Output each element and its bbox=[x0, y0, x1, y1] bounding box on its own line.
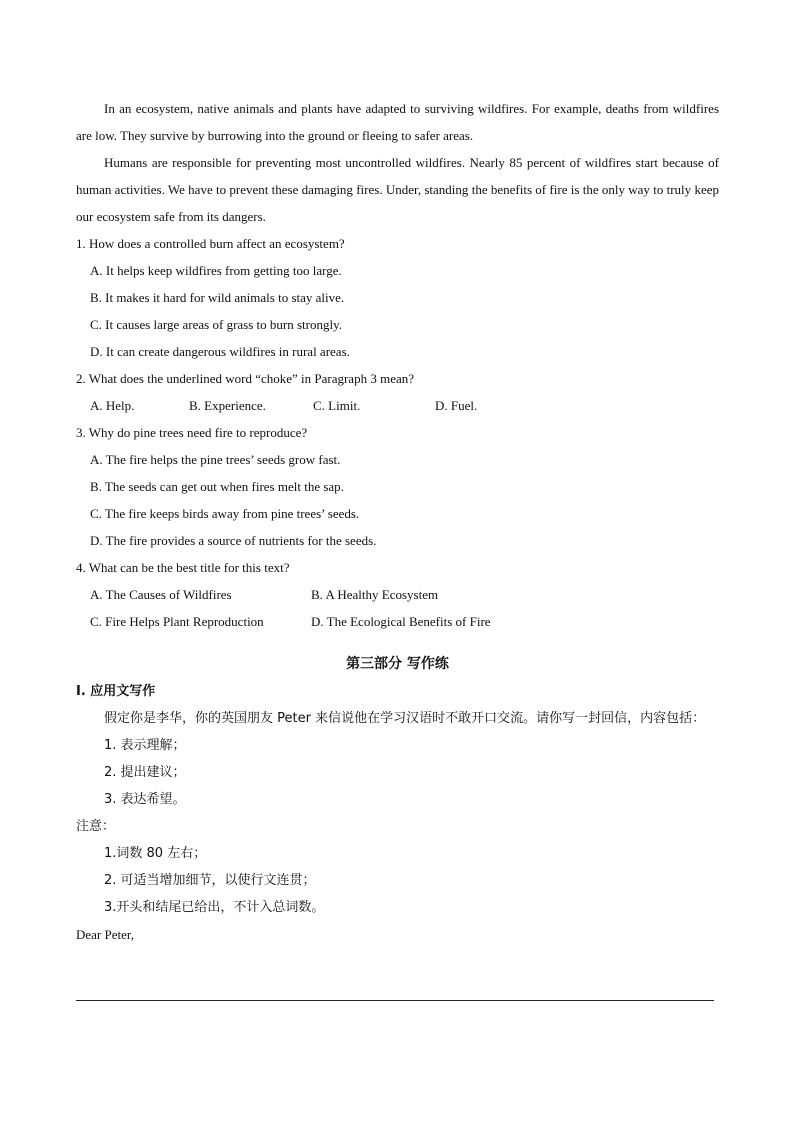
option-c: C. It causes large areas of grass to burn strongly. bbox=[90, 317, 342, 332]
option-a: A. The fire helps the pine trees’ seeds grow fast. bbox=[90, 452, 341, 467]
option-c: C. Limit. bbox=[313, 398, 361, 413]
content-item-1: 1. 表示理解； bbox=[104, 738, 186, 753]
question-stem: 3. Why do pine trees need fire to reproduce? bbox=[76, 425, 308, 440]
options-row bbox=[76, 392, 719, 419]
content-item-3: 3. 表达希望。 bbox=[104, 792, 186, 807]
option-d: D. The fire provides a source of nutrients for the seeds. bbox=[90, 533, 377, 548]
question-3 bbox=[76, 419, 719, 554]
options-row bbox=[76, 608, 719, 635]
option-a: A. It helps keep wildfires from getting too large. bbox=[90, 263, 342, 278]
option-d: D. The Ecological Benefits of Fire bbox=[311, 614, 491, 629]
option-b: B. The seeds can get out when fires melt the sap. bbox=[90, 479, 344, 494]
question-4 bbox=[76, 554, 719, 635]
question-stem: 4. What can be the best title for this text? bbox=[76, 560, 290, 575]
passage-paragraph-1: In an ecosystem, native animals and plants have adapted to surviving wildfires. For example, deaths from wildfires are low. They survive by burrowing into the ground or fleeing to safer areas. bbox=[76, 101, 719, 143]
option-a: A. The Causes of Wildfires bbox=[90, 587, 232, 602]
content-item-2: 2. 提出建议； bbox=[104, 765, 186, 780]
question-stem: 1. How does a controlled burn affect an ecosystem? bbox=[76, 236, 345, 251]
option-d: D. It can create dangerous wildfires in rural areas. bbox=[90, 344, 350, 359]
writing-prompt: 假定你是李华，你的英国朋友 Peter 来信说他在学习汉语时不敢开口交流。请你写一封回信，内容包括： bbox=[104, 711, 706, 726]
option-c: C. The fire keeps birds away from pine trees’ seeds. bbox=[90, 506, 360, 521]
option-b: B. Experience. bbox=[189, 398, 266, 413]
document-content bbox=[76, 95, 719, 948]
option-d: D. Fuel. bbox=[435, 398, 478, 413]
note-1: 1.词数 80 左右； bbox=[104, 846, 207, 861]
note-2: 2. 可适当增加细节，以使行文连贯； bbox=[104, 873, 316, 888]
question-2 bbox=[76, 365, 719, 419]
section-title: 第三部分 写作练 bbox=[346, 656, 449, 672]
note-3: 3.开头和结尾已给出，不计入总词数。 bbox=[104, 900, 325, 915]
question-stem: 2. What does the underlined word “choke” in Paragraph 3 mean? bbox=[76, 371, 414, 386]
option-b: B. A Healthy Ecosystem bbox=[311, 587, 439, 602]
writing-line bbox=[76, 1000, 714, 1001]
salutation: Dear Peter, bbox=[76, 927, 134, 942]
option-c: C. Fire Helps Plant Reproduction bbox=[90, 614, 264, 629]
passage-paragraph-2: Humans are responsible for preventing most uncontrolled wildfires. Nearly 85 percent of wildfires start because of human activities. We have to prevent these damaging fires. Under, standing the benefits of fire is the only way to truly keep our ecosystem safe from its dangers. bbox=[76, 155, 719, 224]
option-b: B. It makes it hard for wild animals to stay alive. bbox=[90, 290, 345, 305]
note-label: 注意： bbox=[76, 819, 116, 834]
option-a: A. Help. bbox=[90, 398, 135, 413]
question-1 bbox=[76, 230, 719, 365]
section-subtitle: Ⅰ. 应用文写作 bbox=[76, 684, 156, 699]
options-row bbox=[76, 581, 719, 608]
